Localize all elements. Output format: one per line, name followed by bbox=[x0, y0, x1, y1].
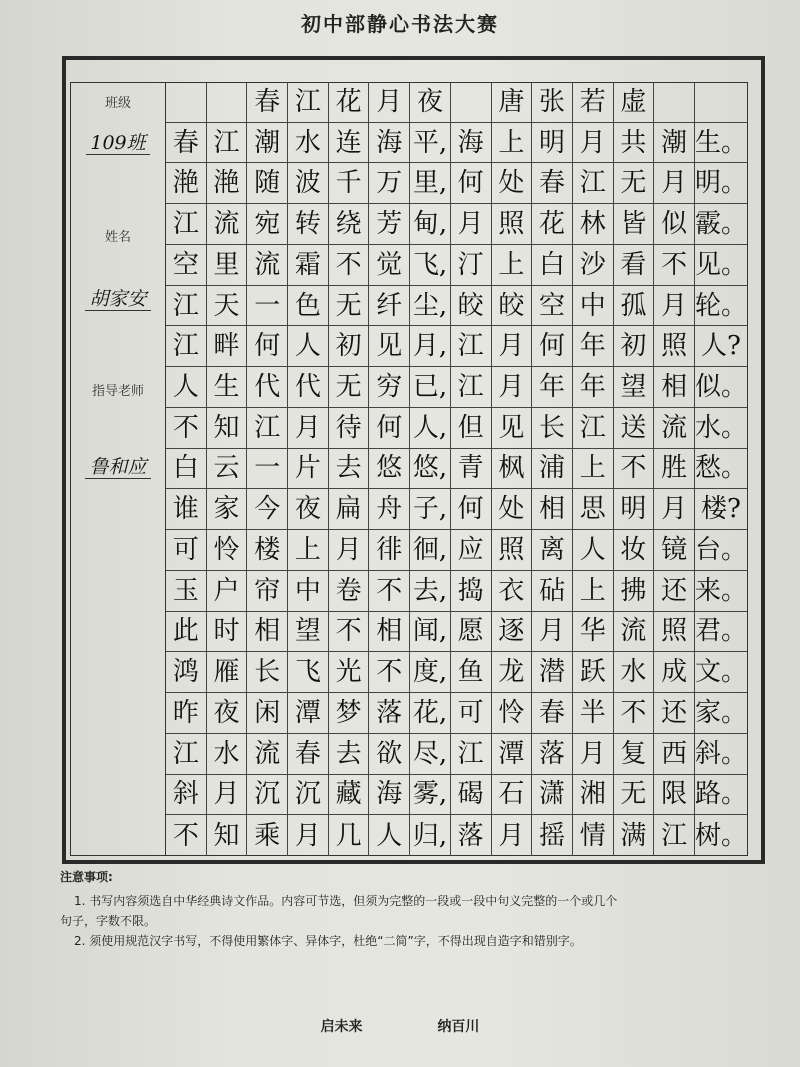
grid-cell: 看 bbox=[614, 245, 655, 286]
name-label: 姓名 bbox=[104, 230, 131, 245]
grid-cell: 人 bbox=[166, 367, 207, 408]
grid-cell: 共 bbox=[614, 123, 655, 164]
grid-cell: 代 bbox=[288, 367, 329, 408]
grid-cell: 愁。 bbox=[695, 449, 747, 490]
grid-cell: 春 bbox=[532, 693, 573, 734]
grid-cell: 色 bbox=[288, 286, 329, 327]
grid-cell: 月 bbox=[573, 734, 614, 775]
grid-cell: 摇 bbox=[532, 815, 573, 856]
grid-cell: 潜 bbox=[532, 652, 573, 693]
grid-cell: 待 bbox=[329, 408, 370, 449]
grid-cell: 潭 bbox=[492, 734, 533, 775]
grid-cell: 藏 bbox=[329, 775, 370, 816]
grid-cell: 满 bbox=[614, 815, 655, 856]
grid-cell: 飞, bbox=[410, 245, 451, 286]
grid-cell bbox=[207, 82, 248, 123]
grid-cell: 纤 bbox=[369, 286, 410, 327]
grid-cell: 流 bbox=[614, 612, 655, 653]
grid-cell: 望 bbox=[614, 367, 655, 408]
grid-cell: 斜 bbox=[166, 775, 207, 816]
grid-cell: 江 bbox=[166, 326, 207, 367]
grid-cell: 照 bbox=[492, 530, 533, 571]
grid-cell: 滟 bbox=[207, 163, 248, 204]
grid-cell: 楼? bbox=[695, 489, 747, 530]
grid-cell: 送 bbox=[614, 408, 655, 449]
grid-cell: 月, bbox=[410, 326, 451, 367]
grid-cell: 霜 bbox=[288, 245, 329, 286]
grid-cell: 知 bbox=[207, 408, 248, 449]
grid-cell: 芳 bbox=[369, 204, 410, 245]
grid-cell: 尽, bbox=[410, 734, 451, 775]
grid-cell: 鸿 bbox=[166, 652, 207, 693]
grid-cell: 宛 bbox=[247, 204, 288, 245]
grid-cell: 可 bbox=[451, 693, 492, 734]
grid-cell bbox=[166, 82, 207, 123]
grid-cell: 已, bbox=[410, 367, 451, 408]
grid-cell: 沙 bbox=[573, 245, 614, 286]
grid-cell: 去 bbox=[329, 734, 370, 775]
notes-heading: 注意事项: bbox=[60, 870, 113, 884]
grid-cell: 应 bbox=[451, 530, 492, 571]
name-value bbox=[70, 284, 166, 311]
grid-cell: 流 bbox=[247, 245, 288, 286]
grid-cell: 春 bbox=[166, 123, 207, 164]
grid-cell: 上 bbox=[573, 571, 614, 612]
grid-cell: 江 bbox=[166, 286, 207, 327]
grid-cell: 卷 bbox=[329, 571, 370, 612]
calligraphy-grid bbox=[166, 82, 747, 856]
grid-cell: 帘 bbox=[247, 571, 288, 612]
grid-cell: 里 bbox=[207, 245, 248, 286]
grid-cell: 见 bbox=[369, 326, 410, 367]
grid-cell: 何 bbox=[532, 326, 573, 367]
grid-cell: 月 bbox=[654, 286, 695, 327]
grid-cell: 明 bbox=[614, 489, 655, 530]
grid-cell: 镜 bbox=[654, 530, 695, 571]
grid-cell: 夜 bbox=[288, 489, 329, 530]
grid-cell: 花 bbox=[532, 204, 573, 245]
grid-cell: 若 bbox=[573, 82, 614, 123]
grid-cell: 相 bbox=[654, 367, 695, 408]
grid-cell: 月 bbox=[492, 367, 533, 408]
grid-cell: 年 bbox=[573, 367, 614, 408]
grid-cell: 初 bbox=[329, 326, 370, 367]
grid-cell: 春 bbox=[247, 82, 288, 123]
grid-cell: 户 bbox=[207, 571, 248, 612]
grid-cell: 舟 bbox=[369, 489, 410, 530]
grid-cell: 来。 bbox=[695, 571, 747, 612]
name-value-text: 胡家安 bbox=[85, 288, 150, 311]
grid-cell bbox=[451, 82, 492, 123]
grid-cell: 水 bbox=[288, 123, 329, 164]
grid-cell: 夜 bbox=[410, 82, 451, 123]
grid-cell: 玉 bbox=[166, 571, 207, 612]
grid-cell: 几 bbox=[329, 815, 370, 856]
grid-cell: 不 bbox=[329, 245, 370, 286]
grid-cell: 江 bbox=[654, 815, 695, 856]
teacher-value bbox=[70, 452, 166, 479]
grid-cell: 相 bbox=[247, 612, 288, 653]
motto-left: 启未来 bbox=[320, 1019, 363, 1035]
grid-cell: 但 bbox=[451, 408, 492, 449]
grid-cell: 生 bbox=[207, 367, 248, 408]
grid-cell: 归, bbox=[410, 815, 451, 856]
grid-cell: 月 bbox=[492, 326, 533, 367]
grid-cell: 去 bbox=[329, 449, 370, 490]
grid-cell: 鱼 bbox=[451, 652, 492, 693]
grid-cell: 时 bbox=[207, 612, 248, 653]
grid-cell: 江 bbox=[451, 326, 492, 367]
grid-cell: 江 bbox=[288, 82, 329, 123]
grid-cell: 江 bbox=[573, 408, 614, 449]
grid-cell: 千 bbox=[329, 163, 370, 204]
grid-cell: 光 bbox=[329, 652, 370, 693]
grid-cell: 波 bbox=[288, 163, 329, 204]
grid-cell bbox=[654, 82, 695, 123]
grid-cell: 限 bbox=[654, 775, 695, 816]
grid-cell: 复 bbox=[614, 734, 655, 775]
grid-cell: 悠 bbox=[369, 449, 410, 490]
grid-cell: 斜。 bbox=[695, 734, 747, 775]
grid-cell: 连 bbox=[329, 123, 370, 164]
notes-section bbox=[60, 868, 760, 951]
grid-cell: 皆 bbox=[614, 204, 655, 245]
grid-cell: 此 bbox=[166, 612, 207, 653]
grid-cell: 随 bbox=[247, 163, 288, 204]
grid-cell: 月 bbox=[492, 815, 533, 856]
grid-cell: 张 bbox=[532, 82, 573, 123]
grid-cell: 闲 bbox=[247, 693, 288, 734]
grid-cell: 一 bbox=[247, 449, 288, 490]
grid-cell: 相 bbox=[369, 612, 410, 653]
grid-cell: 明 bbox=[532, 123, 573, 164]
grid-cell: 龙 bbox=[492, 652, 533, 693]
grid-cell: 雁 bbox=[207, 652, 248, 693]
grid-cell: 天 bbox=[207, 286, 248, 327]
grid-cell: 花, bbox=[410, 693, 451, 734]
grid-cell: 徊, bbox=[410, 530, 451, 571]
grid-cell: 潇 bbox=[532, 775, 573, 816]
grid-cell: 水 bbox=[614, 652, 655, 693]
grid-cell: 空 bbox=[166, 245, 207, 286]
grid-cell: 上 bbox=[492, 245, 533, 286]
grid-cell: 落 bbox=[532, 734, 573, 775]
grid-cell: 海 bbox=[369, 775, 410, 816]
grid-cell: 万 bbox=[369, 163, 410, 204]
grid-cell: 拂 bbox=[614, 571, 655, 612]
grid-cell: 无 bbox=[614, 163, 655, 204]
grid-cell: 谁 bbox=[166, 489, 207, 530]
grid-cell: 可 bbox=[166, 530, 207, 571]
grid-cell: 捣 bbox=[451, 571, 492, 612]
grid-cell: 月 bbox=[369, 82, 410, 123]
grid-cell: 不 bbox=[166, 815, 207, 856]
grid-cell: 月 bbox=[207, 775, 248, 816]
grid-cell: 月 bbox=[329, 530, 370, 571]
grid-cell: 楼 bbox=[247, 530, 288, 571]
teacher-label: 指导老师 bbox=[91, 384, 144, 399]
grid-cell: 不 bbox=[614, 693, 655, 734]
grid-cell: 人 bbox=[573, 530, 614, 571]
grid-cell: 昨 bbox=[166, 693, 207, 734]
grid-cell: 西 bbox=[654, 734, 695, 775]
grid-cell: 长 bbox=[247, 652, 288, 693]
grid-cell: 见 bbox=[492, 408, 533, 449]
grid-cell: 落 bbox=[451, 815, 492, 856]
grid-cell: 一 bbox=[247, 286, 288, 327]
grid-cell: 还 bbox=[654, 571, 695, 612]
grid-cell: 枫 bbox=[492, 449, 533, 490]
grid-cell: 孤 bbox=[614, 286, 655, 327]
grid-cell: 滟 bbox=[166, 163, 207, 204]
grid-cell: 处 bbox=[492, 163, 533, 204]
note-1-cont: 句子，字数不限。 bbox=[60, 914, 157, 928]
grid-cell: 中 bbox=[573, 286, 614, 327]
grid-cell: 路。 bbox=[695, 775, 747, 816]
grid-cell: 文。 bbox=[695, 652, 747, 693]
grid-cell: 水 bbox=[207, 734, 248, 775]
grid-cell: 畔 bbox=[207, 326, 248, 367]
grid-cell: 潭 bbox=[288, 693, 329, 734]
grid-cell: 皎 bbox=[451, 286, 492, 327]
grid-cell: 江 bbox=[573, 163, 614, 204]
grid-cell: 皎 bbox=[492, 286, 533, 327]
grid-cell: 还 bbox=[654, 693, 695, 734]
grid-cell: 年 bbox=[573, 326, 614, 367]
grid-cell: 无 bbox=[614, 775, 655, 816]
grid-cell: 何 bbox=[247, 326, 288, 367]
grid-cell: 跃 bbox=[573, 652, 614, 693]
grid-cell: 春 bbox=[288, 734, 329, 775]
grid-cell: 月 bbox=[532, 612, 573, 653]
grid-cell: 徘 bbox=[369, 530, 410, 571]
motto bbox=[0, 1016, 800, 1036]
grid-cell: 春 bbox=[532, 163, 573, 204]
grid-cell: 见。 bbox=[695, 245, 747, 286]
grid-cell: 尘, bbox=[410, 286, 451, 327]
grid-cell: 无 bbox=[329, 367, 370, 408]
grid-cell: 潮 bbox=[247, 123, 288, 164]
grid-cell: 觉 bbox=[369, 245, 410, 286]
grid-cell: 碣 bbox=[451, 775, 492, 816]
note-1: 1. 书写内容须选自中华经典诗文作品。内容可节选，但须为完整的一段或一段中句义完整的一个或几个 bbox=[74, 894, 618, 908]
grid-cell: 胜 bbox=[654, 449, 695, 490]
grid-cell: 生。 bbox=[695, 123, 747, 164]
grid-cell: 月 bbox=[288, 408, 329, 449]
grid-cell: 海 bbox=[451, 123, 492, 164]
grid-cell: 何 bbox=[369, 408, 410, 449]
grid-cell: 甸, bbox=[410, 204, 451, 245]
grid-cell: 穷 bbox=[369, 367, 410, 408]
grid-cell: 沉 bbox=[288, 775, 329, 816]
grid-cell: 成 bbox=[654, 652, 695, 693]
grid-cell: 海 bbox=[369, 123, 410, 164]
grid-cell: 浦 bbox=[532, 449, 573, 490]
grid-cell: 树。 bbox=[694, 820, 747, 851]
grid-cell: 落 bbox=[369, 693, 410, 734]
grid-cell: 轮。 bbox=[695, 286, 747, 327]
grid-cell: 妆 bbox=[614, 530, 655, 571]
grid-cell: 白 bbox=[166, 449, 207, 490]
grid-cell: 明。 bbox=[695, 163, 747, 204]
grid-cell: 上 bbox=[492, 123, 533, 164]
grid-cell: 江 bbox=[166, 734, 207, 775]
grid-cell: 霰。 bbox=[695, 204, 747, 245]
grid-cell: 家。 bbox=[695, 693, 747, 734]
grid-cell: 流 bbox=[247, 734, 288, 775]
grid-cell: 月 bbox=[451, 204, 492, 245]
note-2: 2. 须使用规范汉字书写，不得使用繁体字、异体字，杜绝“二简”字，不得出现自造字和错别字。 bbox=[74, 934, 582, 948]
grid-cell: 无 bbox=[329, 286, 370, 327]
grid-cell: 林 bbox=[573, 204, 614, 245]
grid-cell: 绕 bbox=[329, 204, 370, 245]
grid-cell: 衣 bbox=[492, 571, 533, 612]
grid-cell: 月 bbox=[654, 489, 695, 530]
grid-cell: 处 bbox=[492, 489, 533, 530]
grid-cell: 白 bbox=[532, 245, 573, 286]
grid-cell: 台。 bbox=[695, 530, 747, 571]
grid-cell: 汀 bbox=[451, 245, 492, 286]
grid-cell: 代 bbox=[247, 367, 288, 408]
grid-cell: 家 bbox=[207, 489, 248, 530]
grid-cell: 湘 bbox=[573, 775, 614, 816]
grid-cell: 君。 bbox=[695, 612, 747, 653]
grid-cell: 愿 bbox=[451, 612, 492, 653]
grid-cell: 年 bbox=[532, 367, 573, 408]
grid-cell: 月 bbox=[288, 815, 329, 856]
grid-cell: 中 bbox=[288, 571, 329, 612]
grid-cell: 悠, bbox=[410, 449, 451, 490]
grid-cell: 夜 bbox=[207, 693, 248, 734]
grid-cell: 里, bbox=[410, 163, 451, 204]
grid-cell: 闻, bbox=[410, 612, 451, 653]
grid-cell: 照 bbox=[492, 204, 533, 245]
class-value-text: 109班 bbox=[86, 132, 149, 155]
grid-cell: 今 bbox=[247, 489, 288, 530]
grid-cell: 潮 bbox=[654, 123, 695, 164]
grid-cell: 不 bbox=[614, 449, 655, 490]
grid-cell: 石 bbox=[492, 775, 533, 816]
grid-cell: 转 bbox=[288, 204, 329, 245]
grid-cell: 月 bbox=[654, 163, 695, 204]
grid-cell: 子, bbox=[410, 489, 451, 530]
grid-cell: 片 bbox=[288, 449, 329, 490]
grid-cell: 上 bbox=[573, 449, 614, 490]
grid-cell: 怜 bbox=[492, 693, 533, 734]
grid-cell: 欲 bbox=[369, 734, 410, 775]
grid-cell: 唐 bbox=[492, 82, 533, 123]
class-label: 班级 bbox=[104, 96, 131, 111]
page-title: 初中部静心书法大赛 bbox=[301, 12, 499, 36]
grid-cell: 平, bbox=[410, 123, 451, 164]
grid-cell: 江 bbox=[451, 734, 492, 775]
grid-cell: 不 bbox=[654, 245, 695, 286]
class-value bbox=[70, 128, 166, 155]
grid-cell: 云 bbox=[207, 449, 248, 490]
grid-cell: 望 bbox=[288, 612, 329, 653]
grid-cell: 不 bbox=[166, 408, 207, 449]
grid-cell: 离 bbox=[532, 530, 573, 571]
grid-cell: 雾, bbox=[410, 775, 451, 816]
grid-cell: 似 bbox=[654, 204, 695, 245]
grid-cell: 空 bbox=[532, 286, 573, 327]
motto-right: 纳百川 bbox=[437, 1019, 480, 1035]
grid-cell bbox=[695, 82, 747, 123]
grid-cell: 沉 bbox=[247, 775, 288, 816]
grid-cell: 月 bbox=[573, 123, 614, 164]
grid-cell: 花 bbox=[329, 82, 370, 123]
grid-cell: 似。 bbox=[695, 367, 747, 408]
grid-cell: 砧 bbox=[532, 571, 573, 612]
grid-cell: 情 bbox=[573, 815, 614, 856]
grid-cell: 梦 bbox=[329, 693, 370, 734]
grid-cell: 江 bbox=[451, 367, 492, 408]
grid-cell: 初 bbox=[614, 326, 655, 367]
grid-cell: 人, bbox=[410, 408, 451, 449]
grid-cell: 华 bbox=[573, 612, 614, 653]
grid-cell: 怜 bbox=[207, 530, 248, 571]
grid-cell: 半 bbox=[573, 693, 614, 734]
grid-cell: 水。 bbox=[695, 408, 747, 449]
grid-cell: 不 bbox=[369, 571, 410, 612]
grid-cell: 人 bbox=[369, 815, 410, 856]
grid-cell: 知 bbox=[207, 815, 248, 856]
grid-cell: 去, bbox=[410, 571, 451, 612]
grid-cell: 何 bbox=[451, 163, 492, 204]
grid-cell: 逐 bbox=[492, 612, 533, 653]
grid-cell: 上 bbox=[288, 530, 329, 571]
grid-cell: 照 bbox=[654, 612, 695, 653]
grid-cell: 何 bbox=[451, 489, 492, 530]
grid-cell: 流 bbox=[207, 204, 248, 245]
grid-cell: 江 bbox=[207, 123, 248, 164]
teacher-value-text: 鲁和应 bbox=[85, 456, 150, 479]
grid-cell: 不 bbox=[329, 612, 370, 653]
grid-cell: 思 bbox=[573, 489, 614, 530]
grid-cell: 虚 bbox=[614, 82, 655, 123]
grid-cell: 相 bbox=[532, 489, 573, 530]
grid-cell: 人 bbox=[288, 326, 329, 367]
grid-cell: 人? bbox=[695, 326, 747, 367]
grid-cell: 青 bbox=[451, 449, 492, 490]
grid-cell: 江 bbox=[247, 408, 288, 449]
grid-cell: 流 bbox=[654, 408, 695, 449]
grid-cell: 飞 bbox=[288, 652, 329, 693]
grid-cell: 扁 bbox=[329, 489, 370, 530]
grid-cell: 江 bbox=[166, 204, 207, 245]
grid-cell: 长 bbox=[532, 408, 573, 449]
grid-cell: 度, bbox=[410, 652, 451, 693]
grid-cell: 不 bbox=[369, 652, 410, 693]
grid-cell: 照 bbox=[654, 326, 695, 367]
grid-cell: 乘 bbox=[247, 815, 288, 856]
